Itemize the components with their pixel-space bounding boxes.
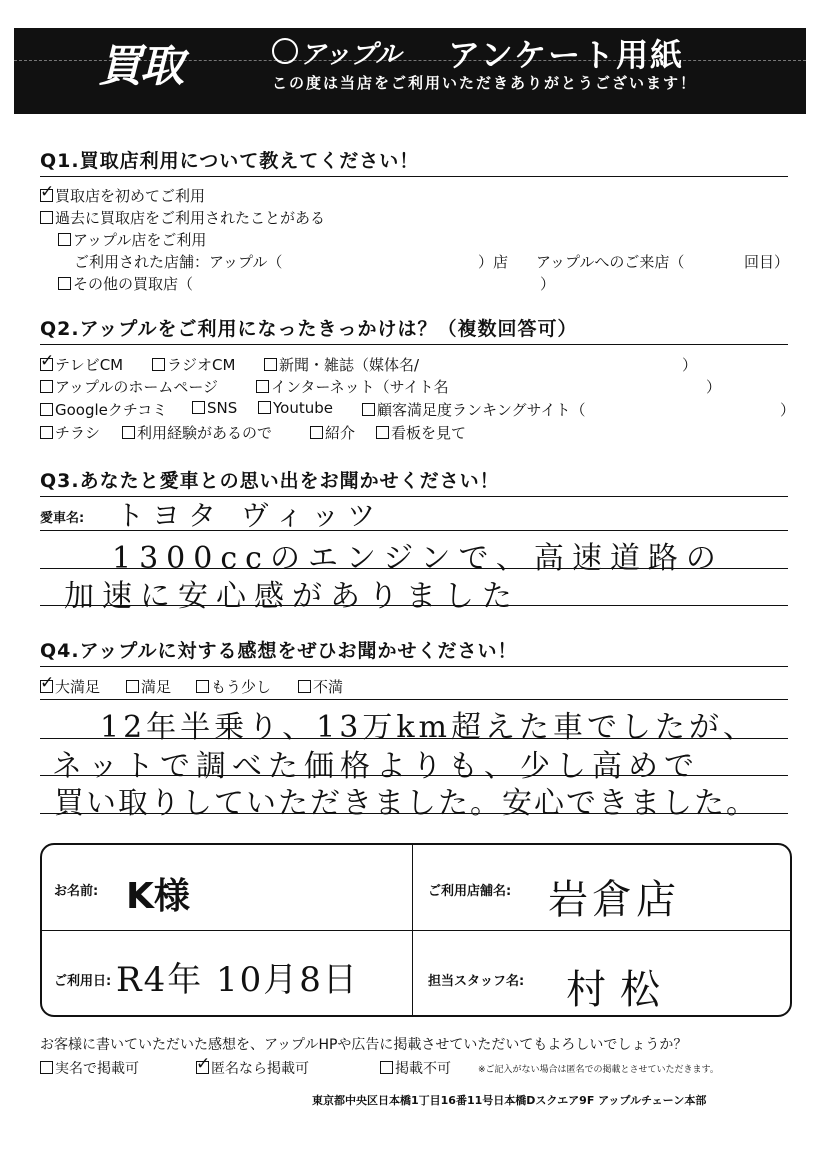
q4-dissatisfied-checkbox[interactable] <box>298 680 311 693</box>
q2-option-homepage[interactable]: アップルのホームページ <box>40 376 218 397</box>
q1-underline <box>40 176 788 177</box>
q3-rule-3 <box>40 605 788 606</box>
q4-rule-3 <box>40 775 788 776</box>
q4-option-satisfied[interactable]: 満足 <box>126 676 171 697</box>
q3-car-name: トヨタ ヴィッツ <box>116 499 384 532</box>
q4-answer-line2: ネットで調べた価格よりも、少し高めで <box>52 749 700 784</box>
consent-option-not-allowed[interactable]: 掲載不可 <box>380 1058 451 1078</box>
card-horizontal-divider <box>40 930 790 931</box>
q4-underline <box>40 666 788 667</box>
q2-option-radio[interactable]: ラジオCM <box>152 354 235 375</box>
q4-satisfied-checkbox[interactable] <box>126 680 139 693</box>
date-label: ご利用日: <box>54 974 112 989</box>
q2-news-close: ） <box>682 356 698 374</box>
q1-store-used-label: ご利用された店舗：アップル（ <box>74 253 283 271</box>
q2-flyer-checkbox[interactable] <box>40 426 53 439</box>
q2-sns-checkbox[interactable] <box>192 401 205 414</box>
q1-option-other[interactable]: その他の買取店（ <box>58 273 193 294</box>
kaitori-logo: 買取 <box>98 41 182 92</box>
q2-option-internet[interactable]: インターネット（サイト名 <box>256 376 449 397</box>
q2-experience-checkbox[interactable] <box>122 426 135 439</box>
q3-answer-line2: 加速に安心感がありました <box>64 579 520 614</box>
q2-internet-close: ） <box>706 378 722 396</box>
footer-address: 東京都中央区日本橋1丁目16番11号日本橋Dスクエア9F アップルチェーン本部 <box>312 1094 707 1107</box>
q1-title: Q1.買取店利用について教えてください！ <box>40 150 420 172</box>
q1-option-first[interactable]: ✓買取店を初めてご利用 <box>40 185 205 206</box>
q2-google-checkbox[interactable] <box>40 403 53 416</box>
q1-apple-checkbox[interactable] <box>58 233 71 246</box>
q2-radio-checkbox[interactable] <box>152 358 165 371</box>
q4-title: Q4.アップルに対する感想をぜひお聞かせください！ <box>40 640 518 662</box>
q1-store-suffix: ）店 <box>478 253 509 271</box>
q2-option-ranking[interactable]: 顧客満足度ランキングサイト（ <box>362 399 586 420</box>
q2-ranking-close: ） <box>780 401 796 419</box>
staff-value: 村松 <box>566 967 674 1013</box>
q2-title: Q2.アップルをご利用になったきっかけは？（複数回答可） <box>40 318 578 340</box>
q4-answer-line1: 12年半乗り、13万km超えた車でしたが、 <box>100 710 757 745</box>
apple-logo-icon <box>272 38 298 64</box>
q2-option-sns[interactable]: SNS <box>192 399 237 417</box>
brand-name: アップル <box>300 40 402 70</box>
thanks-message: この度は当店をご利用いただきありがとうございます！ <box>272 74 698 92</box>
name-value: K様 <box>126 876 190 917</box>
q2-youtube-checkbox[interactable] <box>258 401 271 414</box>
store-label: ご利用店舗名: <box>428 884 512 899</box>
q1-other-suffix: ） <box>540 275 556 293</box>
q1-visits-label: アップルへのご来店（ <box>536 253 685 271</box>
q4-option-dissatisfied[interactable]: 不満 <box>298 676 343 697</box>
q2-ranking-checkbox[interactable] <box>362 403 375 416</box>
q2-underline <box>40 344 788 345</box>
q2-option-tv[interactable]: ✓テレビCM <box>40 354 123 375</box>
consent-note: ※ご記入がない場合は匿名での掲載とさせていただきます。 <box>478 1065 719 1075</box>
q4-very-satisfied-checkbox[interactable] <box>40 680 53 693</box>
q2-news-checkbox[interactable] <box>264 358 277 371</box>
q2-homepage-checkbox[interactable] <box>40 380 53 393</box>
q2-referral-checkbox[interactable] <box>310 426 323 439</box>
store-value: 岩倉店 <box>548 877 680 923</box>
q4-answer-line3: 買い取りしていただきました。安心できました。 <box>54 786 758 821</box>
consent-question: お客様に書いていただいた感想を、アップルHPや広告に掲載させていただいてもよろしいでしょうか？ <box>40 1037 688 1053</box>
q2-internet-checkbox[interactable] <box>256 380 269 393</box>
q1-past-checkbox[interactable] <box>40 211 53 224</box>
q2-option-flyer[interactable]: チラシ <box>40 422 100 443</box>
q2-option-referral[interactable]: 紹介 <box>310 422 355 443</box>
q1-visits-suffix: 回目） <box>744 253 790 271</box>
q4-option-very-satisfied[interactable]: ✓大満足 <box>40 676 100 697</box>
q3-rule-1 <box>40 530 788 531</box>
q4-rule-4 <box>40 813 788 814</box>
q4-rule-2 <box>40 738 788 739</box>
q2-option-youtube[interactable]: Youtube <box>258 399 333 417</box>
staff-label: 担当スタッフ名: <box>428 974 525 989</box>
q3-car-label: 愛車名: <box>40 511 85 526</box>
name-label: お名前: <box>54 884 99 899</box>
q2-option-signboard[interactable]: 看板を見て <box>376 422 466 443</box>
q1-option-past[interactable]: 過去に買取店をご利用されたことがある <box>40 207 325 228</box>
q3-answer-line1: 1300ccのエンジンで、高速道路の <box>112 541 724 576</box>
consent-anonymous-checkbox[interactable] <box>196 1061 209 1074</box>
q4-little-more-checkbox[interactable] <box>196 680 209 693</box>
consent-not-allowed-checkbox[interactable] <box>380 1061 393 1074</box>
q2-option-news[interactable]: 新聞・雑誌（媒体名/ <box>264 354 419 375</box>
date-value: R4年 10月8日 <box>116 960 359 1000</box>
q1-option-apple[interactable]: アップル店をご利用 <box>58 229 206 250</box>
consent-option-real-name[interactable]: 実名で掲載可 <box>40 1058 139 1078</box>
q4-option-little-more[interactable]: もう少し <box>196 676 271 697</box>
form-title: アンケート用紙 <box>448 36 685 74</box>
q3-rule-2 <box>40 568 788 569</box>
consent-real-name-checkbox[interactable] <box>40 1061 53 1074</box>
q2-option-experience[interactable]: 利用経験があるので <box>122 422 272 443</box>
q1-first-checkbox[interactable] <box>40 189 53 202</box>
q2-signboard-checkbox[interactable] <box>376 426 389 439</box>
q2-option-google[interactable]: Googleクチコミ <box>40 399 167 420</box>
consent-option-anonymous[interactable]: ✓ 匿名なら掲載可 <box>196 1058 309 1078</box>
card-vertical-divider <box>412 843 413 1015</box>
q3-title: Q3.あなたと愛車との思い出をお聞かせください！ <box>40 470 500 492</box>
q4-rule-1 <box>40 699 788 700</box>
q1-other-checkbox[interactable] <box>58 277 71 290</box>
q2-tv-checkbox[interactable] <box>40 358 53 371</box>
